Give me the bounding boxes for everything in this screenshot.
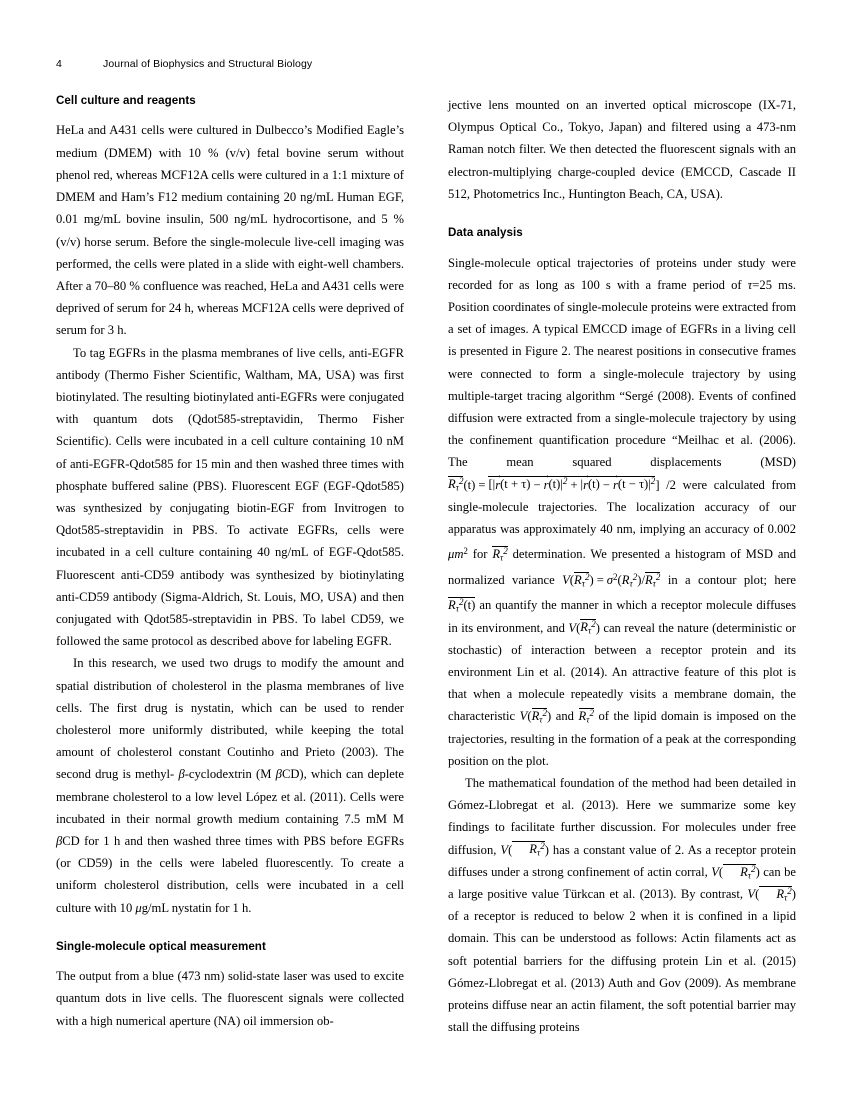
tau-subscript: τ [500, 552, 504, 563]
msd-overline-group [723, 864, 755, 881]
msd-overline-group [579, 708, 594, 725]
R-symbol: R [531, 709, 540, 724]
msd-rhs-overline-group [488, 476, 655, 491]
V-symbol: V [747, 887, 756, 902]
t-argument: (t) [548, 477, 561, 492]
square-exponent: 2 [787, 885, 792, 896]
two-column-body [56, 94, 796, 1069]
R-symbol: R [574, 572, 582, 587]
R-symbol: R [776, 887, 785, 902]
text-run: -cyclodextrin (M [184, 767, 276, 782]
tau-subscript: τ [539, 714, 543, 725]
paragraph-cell-culture-2: To tag EGFRs in the plasma membranes of live cells, anti-EGFR antibody (Thermo Fisher Scientific, Waltham, MA, USA) was first biotinylated. The resulting biotinylated anti-EGFRs were conjugated with quantum dots (Qdot585-streptavidin, Thermo Fisher Scientific). Cells were incubated in a cell culture containing 10 nM of anti-EGFR-Qdot585 for 15 min and then washed three times with phosphate buffered saline (PBS). Fluorescent EGF (EGF-Qdot585) was synthesized by conjugating biotin-EGF from Invitrogen to Qdot585-streptavidin in PBS. To activate EGFRs, cells were incubated in a cell culture containing 40 ng/mL of EGF-Qdot585. Fluorescent anti-CD59 antibody was synthesized by biotinylating anti-CD59 antibody (Sigma-Aldrich, St. Louis, MO, USA) and then conjugated with Qdot585-streptavidin in PBS. To label CD59, we followed the same protocol as described above for labeling EGFR. [56, 345, 404, 649]
R-symbol: R [580, 620, 588, 635]
t-argument: (t) [587, 477, 600, 492]
abs-open: | [580, 477, 584, 492]
tau-subscript: τ [455, 603, 459, 614]
square-exponent: 2 [540, 841, 545, 852]
tau-subscript: τ [586, 714, 590, 725]
text-run: Single-molecule optical trajectories of proteins under study were recorded for as long as 100 s with a frame period of [448, 255, 796, 292]
paragraph-data-analysis-2 [448, 772, 796, 1038]
text-run: CD), which can deplete membrane cholesterol to a low level López et al. (2011). Cells were incubated in their normal growth medium containing 7.5 mM M [56, 767, 404, 826]
variance-symbol [711, 865, 760, 879]
text-run: of the lipid domain is imposed on the trajectories, resulting in the formation of a peak at the corresponding position on the plot. [448, 709, 796, 768]
variance-symbol [500, 843, 549, 857]
text-run: The mathematical foundation of the method had been detailed in Gómez-Llobregat et al. (2013). Here we summarize some key findings to facilitate further discussion. For molecules under free diffusion, [448, 776, 796, 857]
minus-sign: − [533, 477, 541, 492]
square-exponent: 2 [613, 571, 618, 582]
V-symbol: V [562, 572, 570, 587]
V-symbol: V [500, 842, 509, 857]
paren-open: ( [755, 887, 760, 902]
text-run: of a receptor is reduced to below 2 when it is confined in a lipid domain. This can be understood as follows: Actin filaments act as soft potential barriers for the diffusing protein Lin et al. (2015) Gómez-Llobregat et al. (2013) Auth and Gov (2009). As membrane proteins diffuse near an actin filament, the soft potential barrier may stall the diffusing proteins [448, 909, 796, 1035]
msd-overline-group [448, 597, 475, 614]
slash: / [641, 572, 645, 587]
page-number: 4 [56, 58, 62, 70]
square-exponent: 2 [584, 571, 590, 582]
paragraph-data-analysis-1 [448, 252, 796, 773]
paren-open: ( [527, 709, 532, 724]
sigma-symbol: σ [606, 572, 614, 587]
square-exponent: 2 [458, 597, 464, 608]
running-head [56, 58, 796, 70]
paragraph-cell-culture-1: HeLa and A431 cells were cultured in Dulbecco’s Modified Eagle’s medium (DMEM) with 10 % (v/v) fetal bovine serum without phenol red, whereas MCF12A cells were cultured in a 1:1 mixture of DMEM and Ham’s F12 medium containing 20 ng/mL Human EGF, 0.01 mg/mL bovine insulin, 500 ng/mL hydrocortisone, and 5 %(v/v) horse serum. Before the single-molecule live-cell imaging was performed, the cells were plated in a slide with eight-well chambers. After a 70–80 % confluence was reached, HeLa and A431 cells were deprived of serum for 24 h, whereas MCF12A cells were deprived of serum for 3 h. [56, 123, 404, 338]
t-minus-tau: (t − τ) [617, 477, 649, 492]
square-exponent: 2 [589, 708, 594, 719]
text-run: in a contour plot; here [660, 572, 797, 587]
tau-subscript: τ [587, 626, 592, 637]
paren-close: ) [547, 709, 552, 724]
R-symbol: R [621, 572, 630, 587]
um-symbol: μm [448, 547, 464, 562]
R-symbol: R [492, 547, 501, 562]
paragraph-optical-measurement: The output from a blue (473 nm) solid-state laser was used to excite quantum dots in live cells. The fluorescent signals were collected with a high numerical aperture (NA) oil immersion ob- [56, 969, 404, 1028]
text-run: CD for 1 h and then washed three times with PBS before EGFRs (or CD59) in the cells were labeled fluorescently. To create a uniform cholesterol distribution, cells were incubated in a cell culture with 10 [56, 833, 404, 915]
tau-subscript: τ [455, 483, 459, 494]
msd-overline-group [574, 572, 589, 589]
text-run: has a constant value of 2. As a receptor protein diffuses under a strong confinement of actin corral, [448, 842, 797, 879]
beta-symbol: β [178, 767, 185, 782]
equals-sign: = [478, 477, 486, 492]
left-column [56, 94, 404, 1069]
variance-symbol [747, 887, 796, 901]
msd-of-t-symbol [448, 598, 475, 612]
beta-symbol: β [56, 833, 63, 848]
mu-symbol: μ [135, 900, 142, 915]
msd-overline-group [532, 708, 547, 725]
heading-single-molecule-optical-measurement: Single-molecule optical measurement [56, 939, 266, 953]
paragraph-microscope-continued: jective lens mounted on an inverted optical microscope (IX-71, Olympus Optical Co., Tokyo, Japan) and filtered using a 473-nm Raman notch filter. We then detected the fluorescent signals with an electron-multiplying charge-coupled device (EMCCD, Cascade II 512, Photometrics Inc., Huntington Beach, CA, USA). [448, 98, 796, 201]
beta-symbol: β [275, 767, 282, 782]
right-column [448, 94, 796, 1069]
equals-sign: = [596, 572, 604, 587]
square-exponent: 2 [632, 571, 638, 582]
text-run: =25 ms. Position coordinates of single-molecule proteins were extracted from a set of images. A typical EMCCD image of EGFRs in a living cell is presented in Figure 2. The nearest positions in consecutive frames were connected to form a single-molecule trajectory by using multiple-target tracing algorithm “Sergé (2008). Events of confined diffusion were extracted from a single-molecule trajectory by using the confinement quantification procedure “Meilhac et al. (2006). The mean squared displacements (MSD) [448, 277, 796, 470]
square-exponent: 2 [591, 619, 596, 630]
tau-subscript: τ [536, 848, 541, 859]
square-exponent: 2 [562, 476, 568, 487]
heading-cell-culture: Cell culture and reagents [56, 94, 196, 107]
text-run: can be a large positive value Türkcan et al. (2013). By contrast, [448, 864, 796, 902]
paren-open: ( [569, 572, 574, 587]
variance-symbol [520, 709, 552, 723]
paragraph-cholesterol-drugs [56, 652, 404, 918]
R-symbol: R [448, 477, 456, 492]
text-run: determination. We presented a histogram of MSD and normalized variance [448, 547, 796, 587]
R-symbol: R [644, 572, 653, 587]
divide-by-two: ] /2 [655, 477, 676, 492]
tau-subscript: τ [747, 870, 752, 881]
abs-close: | [648, 477, 651, 492]
R-symbol: R [740, 864, 748, 879]
paren-open: ( [617, 572, 622, 587]
square-exponent: 2 [542, 708, 548, 719]
msd-symbol [492, 547, 507, 561]
variance-symbol [568, 621, 600, 635]
t-plus-tau: (t + τ) [500, 477, 531, 492]
paren-open: ( [718, 864, 724, 879]
micrometer-unit [448, 547, 468, 561]
msd-overline-group [448, 476, 463, 493]
square-exponent: 2 [503, 546, 508, 557]
minus-sign: − [602, 477, 610, 492]
paren-open: ( [508, 842, 513, 857]
tau-subscript: τ [784, 892, 788, 903]
paren-close: ) [755, 864, 760, 879]
tau-subscript: τ [581, 578, 585, 589]
square-exponent: 2 [458, 476, 464, 487]
time-argument: (t) [463, 477, 476, 492]
bracket-mid: | [560, 477, 563, 492]
plus-sign: + [570, 477, 578, 492]
text-run: can reveal the nature (deterministic or stochastic) of interaction between a receptor protein and its environment Lin et al. (2014). An attractive feature of this plot is that when a molecule repeatedly visits a membrane domain, the characteristic [448, 620, 796, 724]
R-symbol: R [529, 842, 537, 857]
r-vector: r → [583, 479, 588, 492]
r-vector: r → [544, 479, 549, 492]
msd-overline-group [512, 841, 544, 858]
paren-close: ) [637, 572, 642, 587]
msd-overline-group [580, 619, 595, 636]
msd-symbol [579, 709, 594, 723]
R-symbol: R [448, 598, 456, 613]
square-exponent: 2 [650, 476, 656, 487]
text-run: g/mL nystatin for 1 h. [141, 900, 252, 915]
V-symbol: V [711, 864, 719, 879]
V-symbol: V [519, 709, 528, 724]
r-vector: r → [613, 479, 618, 492]
msd-overline-group [759, 886, 791, 903]
bracket-open: [| [488, 477, 496, 492]
msd-overline-group [645, 572, 660, 589]
square-exponent: 2 [463, 546, 468, 557]
msd-equation [448, 478, 676, 492]
msd-overline-group [492, 546, 507, 563]
r-vector: r → [495, 479, 500, 492]
journal-title: Journal of Biophysics and Structural Biology [103, 58, 313, 70]
square-exponent: 2 [751, 863, 756, 874]
tau-subscript: τ [652, 578, 656, 589]
heading-data-analysis: Data analysis [448, 226, 523, 240]
time-argument: (t) [463, 598, 476, 613]
paren-open: ( [576, 620, 581, 635]
text-run: In this research, we used two drugs to modify the amount and spatial distribution of cholesterol in the plasma membranes of live cells. The first drug is nystatin, which can be used to render cholesterol more uniformly distributed, while keeping the total amount of cholesterol constant Coutinho and Prieto (2003). The second drug is methyl- [56, 656, 404, 782]
text-run: for [467, 547, 493, 562]
tau-symbol: τ [747, 277, 753, 292]
R-symbol: R [578, 709, 587, 724]
text-run: were calculated from single-molecule trajectories. The localization accuracy of our apparatus was approximately 40 nm, implying an accuracy of 0.002 [448, 477, 796, 536]
tau-subscript: τ [629, 578, 633, 589]
V-symbol: V [568, 620, 577, 635]
text-run: an quantify the manner in which a receptor molecule diffuses in its environment, and [448, 598, 796, 635]
paren-close: ) [595, 620, 600, 635]
variance-equation [562, 573, 660, 587]
paren-close: ) [544, 842, 549, 857]
square-exponent: 2 [655, 571, 661, 582]
text-run: and [551, 709, 579, 724]
paren-close: ) [589, 572, 594, 587]
paren-close: ) [791, 887, 796, 902]
